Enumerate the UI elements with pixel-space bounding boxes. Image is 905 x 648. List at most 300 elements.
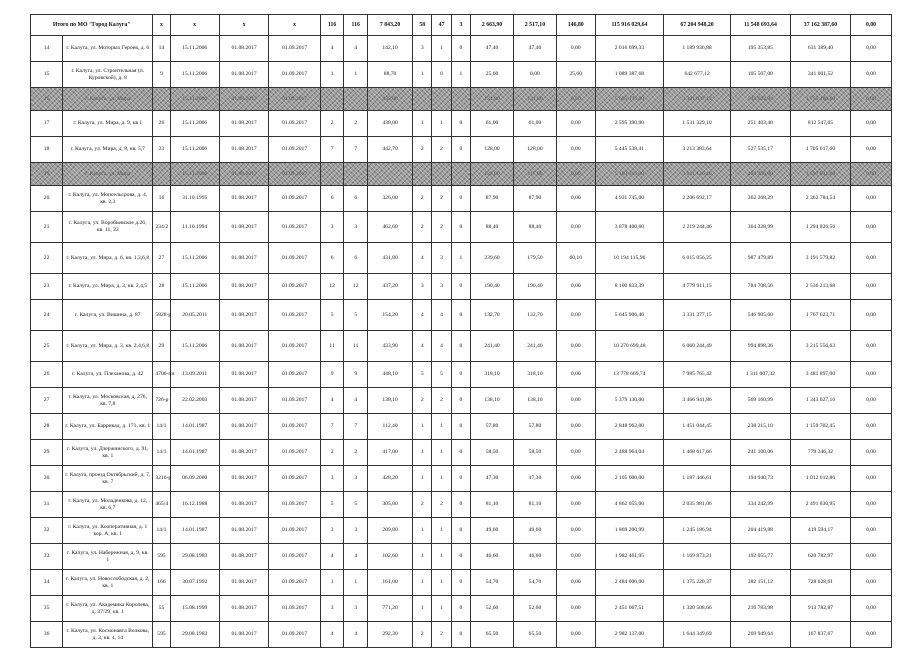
cell-area-b: 0,00 [556, 414, 595, 440]
cell-cost-federal: 1 468 617,66 [664, 440, 731, 466]
cell-row-number: 34 [31, 570, 63, 596]
table-row [31, 570, 892, 596]
cell-area-a: 57,80 [513, 414, 556, 440]
cell-area-a: 47,30 [513, 466, 556, 492]
cell-doc-number: 14/1 [153, 440, 170, 466]
cell-col-8: 5 [344, 300, 368, 331]
cell-area: 462,60 [368, 212, 413, 243]
cell-cost-total: 4 931 745,00 [595, 186, 664, 212]
cell-cost-federal: 1 245 186,94 [664, 518, 731, 544]
cell-area-b: 0,00 [556, 137, 595, 163]
cell-area-a: 81,10 [513, 492, 556, 518]
cell-area: 209,80 [368, 518, 413, 544]
cell-doc-date: 15.11.2006 [170, 137, 219, 163]
cell-address: г. Калуга, ул. Воробьевское д.26, кв. 11, 22 [63, 212, 153, 243]
cell-area-b: 0,00 [556, 186, 595, 212]
cell-area-b: 0,00 [556, 111, 595, 137]
cell-row-number: 27 [31, 388, 63, 414]
cell-area-b: 0,00 [556, 274, 595, 300]
cell-cost-other: 0,00 [851, 243, 892, 274]
cell-col-10: 1 [413, 111, 432, 137]
cell-col-10: 1 [413, 570, 432, 596]
table-row [31, 544, 892, 570]
cell-cost-other: 0,00 [851, 622, 892, 648]
cell-row-number: 31 [31, 492, 63, 518]
cell-cost-regional: 1 311 007,32 [730, 362, 790, 388]
cell-area-total: 47,30 [471, 466, 514, 492]
cell-date-end: 01.09.2017 [269, 466, 321, 492]
cell-area-b: 0,00 [556, 388, 595, 414]
cell-cost-federal: 1 531 329,10 [664, 111, 731, 137]
cell-col-12 [451, 163, 470, 186]
cell-col-10: 4 [413, 300, 432, 331]
cell-area-total: 47,40 [471, 36, 514, 62]
cell-area: 292,30 [368, 622, 413, 648]
cell-cost-local: 1 159 702,45 [790, 414, 850, 440]
cell-cost-local: 812 547,65 [790, 111, 850, 137]
cell-cost-other: 0,00 [851, 331, 892, 362]
cell-area-b: 0,00 [556, 518, 595, 544]
cell-cost-total: 2 105 000,00 [595, 466, 664, 492]
cell-cost-local: 1 705 017,60 [790, 137, 850, 163]
cell-cost-local: 1 294 826,56 [790, 212, 850, 243]
cell-area: 428,20 [368, 466, 413, 492]
cell-date-end: 01.09.2017 [269, 440, 321, 466]
cell-col-12: 0 [451, 492, 470, 518]
total-cell: x [170, 15, 219, 36]
cell-area-total: 87,90 [471, 186, 514, 212]
cell-col-10: 3 [413, 274, 432, 300]
cell-row-number: 22 [31, 243, 63, 274]
cell-cost-total: 13 778 669,74 [595, 362, 664, 388]
cell-doc-number [153, 88, 170, 111]
cell-col-7: 3 [320, 466, 344, 492]
cell-address: г. Калуга, ул. Строительная (п. Куровской), д. 8 [63, 62, 153, 88]
cell-cost-other: 0,00 [851, 492, 892, 518]
cell-cost-local: 1 012 612,86 [790, 466, 850, 492]
cell-col-11: 1 [432, 440, 451, 466]
cell-cost-other: 0,00 [851, 544, 892, 570]
cell-cost-local: 728 628,61 [790, 570, 850, 596]
cell-cost-regional: 195 353,85 [730, 36, 790, 62]
cell-row-number: 19 [31, 163, 63, 186]
cell-area-b: 0,00 [556, 544, 595, 570]
cell-cost-regional: 192 055,77 [730, 544, 790, 570]
cell-cost-federal: 3 301 037,13 [664, 88, 731, 111]
cell-area-a: 49,60 [513, 518, 556, 544]
total-cell: 115 916 029,64 [595, 15, 664, 36]
total-cell: 47 [432, 15, 451, 36]
cell-area-a: 138,10 [513, 388, 556, 414]
cell-doc-number: 28 [153, 274, 170, 300]
cell-address: г. Калуга, ул. Моторых Героев, д. 6 [63, 36, 153, 62]
cell-col-12: 0 [451, 596, 470, 622]
cell-cost-total: 2 488 964,04 [595, 440, 664, 466]
cell-cost-local: 419 594,17 [790, 518, 850, 544]
cell-area-b: 0,00 [556, 492, 595, 518]
cell-doc-date: 15.08.1999 [170, 596, 219, 622]
cell-cost-federal: 1 189 936,88 [664, 36, 731, 62]
cell-date-start: 01.08.2017 [219, 492, 268, 518]
cell-col-11: 3 [432, 243, 451, 274]
cell-cost-federal: 3 011 126,40 [664, 163, 731, 186]
cell-doc-date: 13.09.2011 [170, 362, 219, 388]
cell-date-start: 01.08.2017 [219, 440, 268, 466]
cell-area-b: 0,00 [556, 163, 595, 186]
cell-area: 417,00 [368, 440, 413, 466]
cell-col-8: 2 [344, 440, 368, 466]
cell-doc-number: 14 [153, 36, 170, 62]
cell-doc-date: 15.11.2006 [170, 111, 219, 137]
cell-cost-total: 10 194 115,96 [595, 243, 664, 274]
total-cell: x [269, 15, 321, 36]
cell-cost-total: 5 379 130,00 [595, 388, 664, 414]
cell-col-10: 2 [413, 186, 432, 212]
cell-cost-federal: 4 779 911,15 [664, 274, 731, 300]
cell-col-8: 9 [344, 362, 368, 388]
cell-date-start: 01.08.2017 [219, 570, 268, 596]
cell-col-11: 2 [432, 186, 451, 212]
cell-cost-regional: 382 151,12 [730, 570, 790, 596]
table-row [31, 274, 892, 300]
cell-cost-total: 5 103 315,00 [595, 163, 664, 186]
cell-area: 437,20 [368, 274, 413, 300]
cell-cost-regional: 494 356,80 [730, 163, 790, 186]
cell-area-total: 132,70 [471, 300, 514, 331]
cell-row-number: 28 [31, 414, 63, 440]
cell-col-7: 2 [320, 111, 344, 137]
cell-col-12: 0 [451, 212, 470, 243]
cell-col-7: 11 [320, 331, 344, 362]
cell-doc-number: 3216-р [153, 466, 170, 492]
table-row [31, 466, 892, 492]
cell-date-end: 01.09.2017 [269, 388, 321, 414]
cell-cost-other: 0,00 [851, 570, 892, 596]
cell-col-8: 6 [344, 243, 368, 274]
table-row [31, 414, 892, 440]
cell-cost-regional: 216 783,98 [730, 596, 790, 622]
cell-cost-total: 2 595 390,00 [595, 111, 664, 137]
cell-date-start: 01.08.2017 [219, 212, 268, 243]
cell-col-12: 0 [451, 388, 470, 414]
cell-address: г. Калуга, ул. Космонавта Волкова, д. 3, кв. 4, 14 [63, 622, 153, 648]
cell-date-end: 01.09.2017 [269, 300, 321, 331]
cell-col-7: 3 [320, 212, 344, 243]
cell-row-number: 20 [31, 186, 63, 212]
cell-cost-other: 0,00 [851, 62, 892, 88]
cell-col-10 [413, 163, 432, 186]
cell-date-end: 01.09.2017 [269, 88, 321, 111]
cell-cost-local: 631 389,40 [790, 36, 850, 62]
cell-area-total: 25,60 [471, 62, 514, 88]
cell-col-11: 2 [432, 388, 451, 414]
cell-doc-date: 29.08.1983 [170, 544, 219, 570]
cell-col-8: 3 [344, 596, 368, 622]
cell-date-start: 01.08.2017 [219, 596, 268, 622]
cell-date-end: 01.09.2017 [269, 414, 321, 440]
cell-doc-date: 20.05.2011 [170, 300, 219, 331]
cell-date-end: 01.09.2017 [269, 518, 321, 544]
cell-col-7 [320, 88, 344, 111]
cell-area-total: 61,00 [471, 111, 514, 137]
total-cell: 7 843,20 [368, 15, 413, 36]
cell-cost-federal: 1 320 508,66 [664, 596, 731, 622]
cell-area: 154,20 [368, 300, 413, 331]
cell-address: г. Калуга, ул. Мира, д. 3, кв. 2,4,5 [63, 274, 153, 300]
cell-cost-regional: 569 160,99 [730, 388, 790, 414]
cell-date-start: 01.08.2017 [219, 243, 268, 274]
cell-area-a: 241,40 [513, 331, 556, 362]
cell-doc-date: 15.11.2006 [170, 62, 219, 88]
cell-col-11 [432, 163, 451, 186]
cell-area-total: 190,40 [471, 274, 514, 300]
cell-area-a: 61,00 [513, 111, 556, 137]
cell-col-10: 1 [413, 466, 432, 492]
cell-cost-other: 0,00 [851, 274, 892, 300]
total-cell: 146,80 [556, 15, 595, 36]
cell-col-7: 7 [320, 137, 344, 163]
cell-col-11: 1 [432, 414, 451, 440]
cell-date-start: 01.08.2017 [219, 163, 268, 186]
cell-row-number: 24 [31, 300, 63, 331]
cell-cost-total: 3 878 400,60 [595, 212, 664, 243]
cell-cost-local: 1 343 027,16 [790, 388, 850, 414]
cell-col-7: 3 [320, 518, 344, 544]
cell-cost-regional: 362 268,29 [730, 186, 790, 212]
cell-area-a: 58,50 [513, 440, 556, 466]
cell-col-8: 3 [344, 212, 368, 243]
cell-cost-local: 167 837,67 [790, 622, 850, 648]
cell-date-start: 01.08.2017 [219, 414, 268, 440]
total-cell: 0,00 [851, 15, 892, 36]
cell-doc-number: 29 [153, 331, 170, 362]
cell-cost-regional: 543 622,84 [730, 88, 790, 111]
table-row [31, 212, 892, 243]
cell-col-10 [413, 88, 432, 111]
cell-cost-federal: 3 213 383,64 [664, 137, 731, 163]
total-cell: 2 663,90 [471, 15, 514, 36]
cell-doc-number: 27 [153, 243, 170, 274]
cell-col-8: 7 [344, 414, 368, 440]
cell-date-end: 01.09.2017 [269, 137, 321, 163]
cell-cost-total: 1 982 461,95 [595, 544, 664, 570]
cell-cost-local: 1 597 831,80 [790, 163, 850, 186]
cell-address: г. Калуга, ул. Новослободская, д. 2, кв. 1 [63, 570, 153, 596]
table-row [31, 243, 892, 274]
cell-area-total: 318,10 [471, 362, 514, 388]
cell-address: г. Калуга, ул. Мира [63, 88, 153, 111]
cell-area [368, 163, 413, 186]
cell-col-8: 3 [344, 466, 368, 492]
cell-row-number: 17 [31, 111, 63, 137]
cell-area-b: 0,00 [556, 570, 595, 596]
total-label: Итого по МО "Город Калуга" [31, 15, 153, 36]
cell-cost-federal: 3 331 377,15 [664, 300, 731, 331]
cell-col-10: 2 [413, 492, 432, 518]
total-cell: 37 162 387,60 [790, 15, 850, 36]
cell-area: 88,70 [368, 62, 413, 88]
cell-cost-local: 341 001,52 [790, 62, 850, 88]
cell-col-7 [320, 163, 344, 186]
cell-area-total: 52,60 [471, 596, 514, 622]
cell-address: г. Калуга, ул. Дзержинского, д. 91, кв. 1 [63, 440, 153, 466]
cell-col-12: 0 [451, 300, 470, 331]
cell-col-12: 0 [451, 622, 470, 648]
cell-date-start: 01.08.2017 [219, 362, 268, 388]
housing-table [30, 14, 892, 648]
cell-area-b: 0,00 [556, 466, 595, 492]
cell-col-11: 4 [432, 300, 451, 331]
cell-cost-local: 2 362 784,54 [790, 186, 850, 212]
cell-col-11: 1 [432, 570, 451, 596]
cell-date-end: 01.09.2017 [269, 492, 321, 518]
cell-col-11 [432, 88, 451, 111]
cell-date-start: 01.08.2017 [219, 466, 268, 492]
cell-col-8: 4 [344, 544, 368, 570]
cell-address: г. Калуга, ул. Кооперативная, д. 1 кор. А, кв. 1 [63, 518, 153, 544]
cell-area-b: 0,00 [556, 300, 595, 331]
table-body [31, 15, 892, 648]
cell-row-number: 23 [31, 274, 63, 300]
cell-col-10: 1 [413, 596, 432, 622]
cell-cost-federal: 1 169 873,21 [664, 544, 731, 570]
cell-cost-federal: 1 644 349,69 [664, 622, 731, 648]
cell-cost-other: 0,00 [851, 414, 892, 440]
cell-col-12: 0 [451, 274, 470, 300]
cell-cost-other: 0,00 [851, 466, 892, 492]
cell-area-a: 132,70 [513, 300, 556, 331]
cell-area-total: 65,50 [471, 622, 514, 648]
cell-address: г. Калуга, ул. Мира, д. 8, кв. 5,7 [63, 137, 153, 163]
cell-area: 448,10 [368, 362, 413, 388]
table-row [31, 622, 892, 648]
cell-doc-date: 29.08.1983 [170, 622, 219, 648]
cell-area-a: 318,10 [513, 362, 556, 388]
cell-cost-total: 2 848 962,00 [595, 414, 664, 440]
cell-cost-local: 913 782,87 [790, 596, 850, 622]
cell-area-a: 0,00 [513, 62, 556, 88]
cell-address: г. Калуга, проезд Октябрьский, д. 7, кв. 7 [63, 466, 153, 492]
cell-cost-other: 0,00 [851, 186, 892, 212]
cell-area-a: 117,00 [513, 163, 556, 186]
cell-col-8: 11 [344, 331, 368, 362]
cell-area-a: 47,40 [513, 36, 556, 62]
table-row [31, 62, 892, 88]
cell-row-number: 35 [31, 596, 63, 622]
cell-area-total: 58,50 [471, 440, 514, 466]
cell-col-10: 2 [413, 388, 432, 414]
cell-area-total: 49,60 [471, 518, 514, 544]
cell-address: г. Калуга, ул. Баррикад, д. 171, кв. 1 [63, 414, 153, 440]
cell-cost-regional: 105 507,00 [730, 62, 790, 88]
cell-cost-regional: 546 905,60 [730, 300, 790, 331]
cell-doc-date: 30.07.1992 [170, 570, 219, 596]
cell-col-8: 2 [344, 111, 368, 137]
cell-area-a: 46,60 [513, 544, 556, 570]
cell-col-7: 12 [320, 274, 344, 300]
cell-doc-date: 14.01.1987 [170, 414, 219, 440]
cell-cost-federal: 1 451 044,45 [664, 414, 731, 440]
cell-col-7: 5 [320, 492, 344, 518]
cell-doc-number: 16 [153, 186, 170, 212]
cell-date-end: 01.09.2017 [269, 274, 321, 300]
cell-date-start: 01.08.2017 [219, 331, 268, 362]
cell-area-a: 131,80 [513, 88, 556, 111]
cell-doc-number: 166 [153, 570, 170, 596]
cell-col-10: 5 [413, 362, 432, 388]
cell-row-number: 26 [31, 362, 63, 388]
cell-date-start: 01.08.2017 [219, 137, 268, 163]
cell-col-12: 0 [451, 36, 470, 62]
cell-col-12: 0 [451, 111, 470, 137]
cell-row-number: 21 [31, 212, 63, 243]
cell-col-10: 4 [413, 243, 432, 274]
cell-cost-federal: 1 375 220,37 [664, 570, 731, 596]
cell-cost-regional: 194 940,73 [730, 466, 790, 492]
cell-col-10: 1 [413, 414, 432, 440]
cell-col-7: 7 [320, 414, 344, 440]
total-cell: 67 204 948,20 [664, 15, 731, 36]
cell-col-8: 4 [344, 388, 368, 414]
table-row [31, 440, 892, 466]
cell-col-11: 2 [432, 492, 451, 518]
cell-cost-federal: 2 035 981,06 [664, 492, 731, 518]
cell-date-start: 01.08.2017 [219, 300, 268, 331]
cell-area-total: 128,00 [471, 163, 514, 186]
cell-area-a: 54,70 [513, 570, 556, 596]
cell-area-b: 0,00 [556, 362, 595, 388]
cell-col-12: 0 [451, 331, 470, 362]
table-row [31, 388, 892, 414]
cell-col-7: 9 [320, 362, 344, 388]
cell-col-8: 7 [344, 137, 368, 163]
cell-address: г. Калуга, ул. Плеханова, д. 42 [63, 362, 153, 388]
cell-cost-other: 0,00 [851, 518, 892, 544]
cell-col-7: 4 [320, 36, 344, 62]
cell-cost-total: 2 982 137,00 [595, 622, 664, 648]
cell-row-number: 33 [31, 544, 63, 570]
cell-col-12: 0 [451, 466, 470, 492]
table-row [31, 300, 892, 331]
table-row [31, 492, 892, 518]
cell-area-a: 179,50 [513, 243, 556, 274]
cell-date-end: 01.09.2017 [269, 212, 321, 243]
cell-col-10: 3 [413, 36, 432, 62]
cell-address: г. Калуга, ул. Вишина, д. 87 [63, 300, 153, 331]
cell-col-12: 0 [451, 518, 470, 544]
cell-col-8: 6 [344, 186, 368, 212]
cell-col-7: 1 [320, 62, 344, 88]
cell-col-7: 4 [320, 388, 344, 414]
cell-cost-federal: 6 015 056,25 [664, 243, 731, 274]
cell-area: 138,10 [368, 388, 413, 414]
cell-col-8 [344, 163, 368, 186]
total-cell: 116 [320, 15, 344, 36]
cell-area-total: 54,70 [471, 570, 514, 596]
cell-col-10: 2 [413, 622, 432, 648]
cell-col-8: 5 [344, 492, 368, 518]
cell-area-total: 57,80 [471, 414, 514, 440]
cell-cost-total: 10 270 699,48 [595, 331, 664, 362]
cell-area-total: 128,00 [471, 137, 514, 163]
table-row [31, 88, 892, 111]
cell-cost-federal: 3 466 941,86 [664, 388, 731, 414]
cell-area: 442,70 [368, 137, 413, 163]
cell-cost-regional: 238 215,10 [730, 414, 790, 440]
cell-col-7: 5 [320, 300, 344, 331]
cell-doc-date: 06.09.2000 [170, 466, 219, 492]
cell-col-7: 2 [320, 440, 344, 466]
